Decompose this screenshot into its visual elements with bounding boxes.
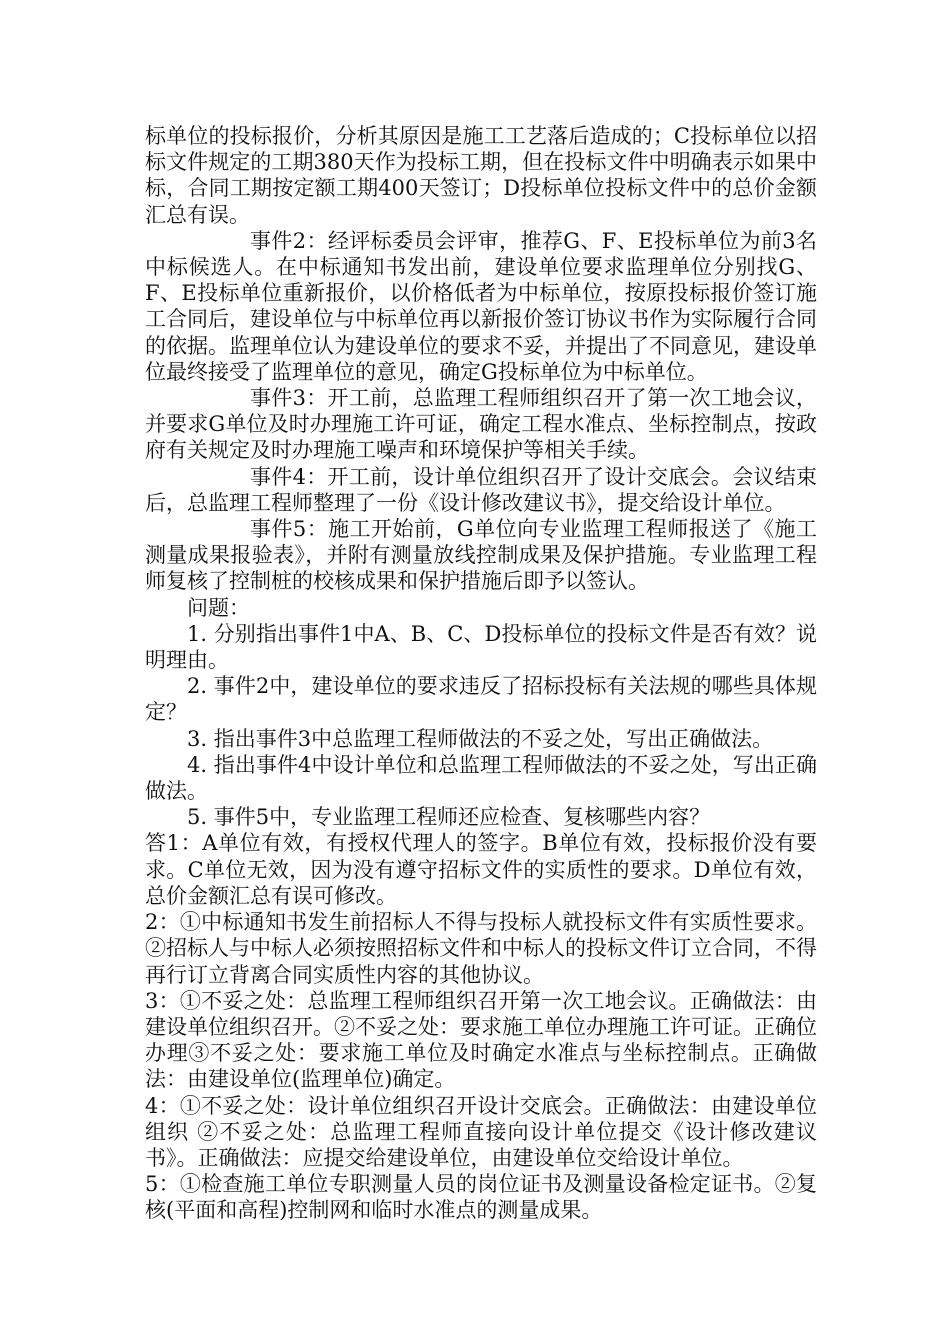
questions-heading: 问题： — [187, 595, 250, 620]
document-body — [145, 123, 817, 1224]
answer-2: 2：①中标通知书发生前招标人不得与投标人就投标文件有实质性要求。②招标人与中标人必须按照招标文件和中标人的投标文件订立合同，不得再行订立背离合同实质性内容的其他协议。 — [145, 910, 817, 987]
answer-5: 5：①检查施工单位专职测量人员的岗位证书及测量设备检定证书。②复核(平面和高程)控制网和临时水准点的测量成果。 — [145, 1172, 817, 1223]
paragraph-event1-continuation: 标单位的投标报价，分析其原因是施工工艺落后造成的；C投标单位以招标文件规定的工期380天作为投标工期，但在投标文件中明确表示如果中标，合同工期按定额工期400天签订；D投标单位投标文件中的总价金额汇总有误。 — [145, 124, 817, 227]
paragraph-event5: 事件5：施工开始前，G单位向专业监理工程师报送了《施工测量成果报验表》，并附有测量放线控制成果及保护措施。专业监理工程师复核了控制桩的校核成果和保护措施后即予以签认。 — [145, 517, 817, 594]
answer-3: 3：①不妥之处：总监理工程师组织召开第一次工地会议。正确做法：由建设单位组织召开。②不妥之处：要求施工单位办理施工许可证。正确位办理③不妥之处：要求施工单位及时确定水准点与坐标控制点。正确做法：由建设单位(监理单位)确定。 — [145, 988, 817, 1092]
question-3: 3. 指出事件3中总监理工程师做法的不妥之处，写出正确做法。 — [187, 726, 774, 751]
question-1: 1. 分别指出事件1中A、B、C、D投标单位的投标文件是否有效？说明理由。 — [145, 621, 817, 673]
answer-4: 4：①不妥之处：设计单位组织召开设计交底会。正确做法：由建设单位组织 ②不妥之处：总监理工程师直接向设计单位提交《设计修改建议书》。正确做法：应提交给建设单位，由建设单位交给设计单位。 — [145, 1093, 817, 1170]
paragraph-event2: 事件2：经评标委员会评审，推荐G、F、E投标单位为前3名中标候选人。在中标通知书发出前，建设单位要求监理单位分别找G、F、E投标单位重新报价，以价格低者为中标单位，按原投标报价签订施工合同后，建设单位与中标单位再以新报价签订协议书作为实际履行合同的依据。监理单位认为建设单位的要求不妥，并提出了不同意见，建设单位最终接受了监理单位的意见，确定G投标单位为中标单位。 — [145, 228, 817, 384]
paragraph-event3: 事件3：开工前，总监理工程师组织召开了第一次工地会议，并要求G单位及时办理施工许可证，确定工程水准点、坐标控制点，按政府有关规定及时办理施工噪声和环境保护等相关手续。 — [145, 386, 817, 463]
answer-1: 答1：A单位有效，有授权代理人的签字。B单位有效，投标报价没有要求。C单位无效，因为没有遵守招标文件的实质性的要求。D单位有效，总价金额汇总有误可修改。 — [145, 831, 817, 908]
question-4: 4. 指出事件4中设计单位和总监理工程师做法的不妥之处，写出正确做法。 — [145, 752, 817, 804]
question-2: 2. 事件2中，建设单位的要求违反了招标投标有关法规的哪些具体规定？ — [145, 674, 817, 725]
question-5: 5. 事件5中，专业监理工程师还应检查、复核哪些内容？ — [187, 805, 711, 830]
paragraph-event4: 事件4：开工前，设计单位组织召开了设计交底会。会议结束后，总监理工程师整理了一份《设计修改建议书》，提交给设计单位。 — [145, 464, 817, 515]
